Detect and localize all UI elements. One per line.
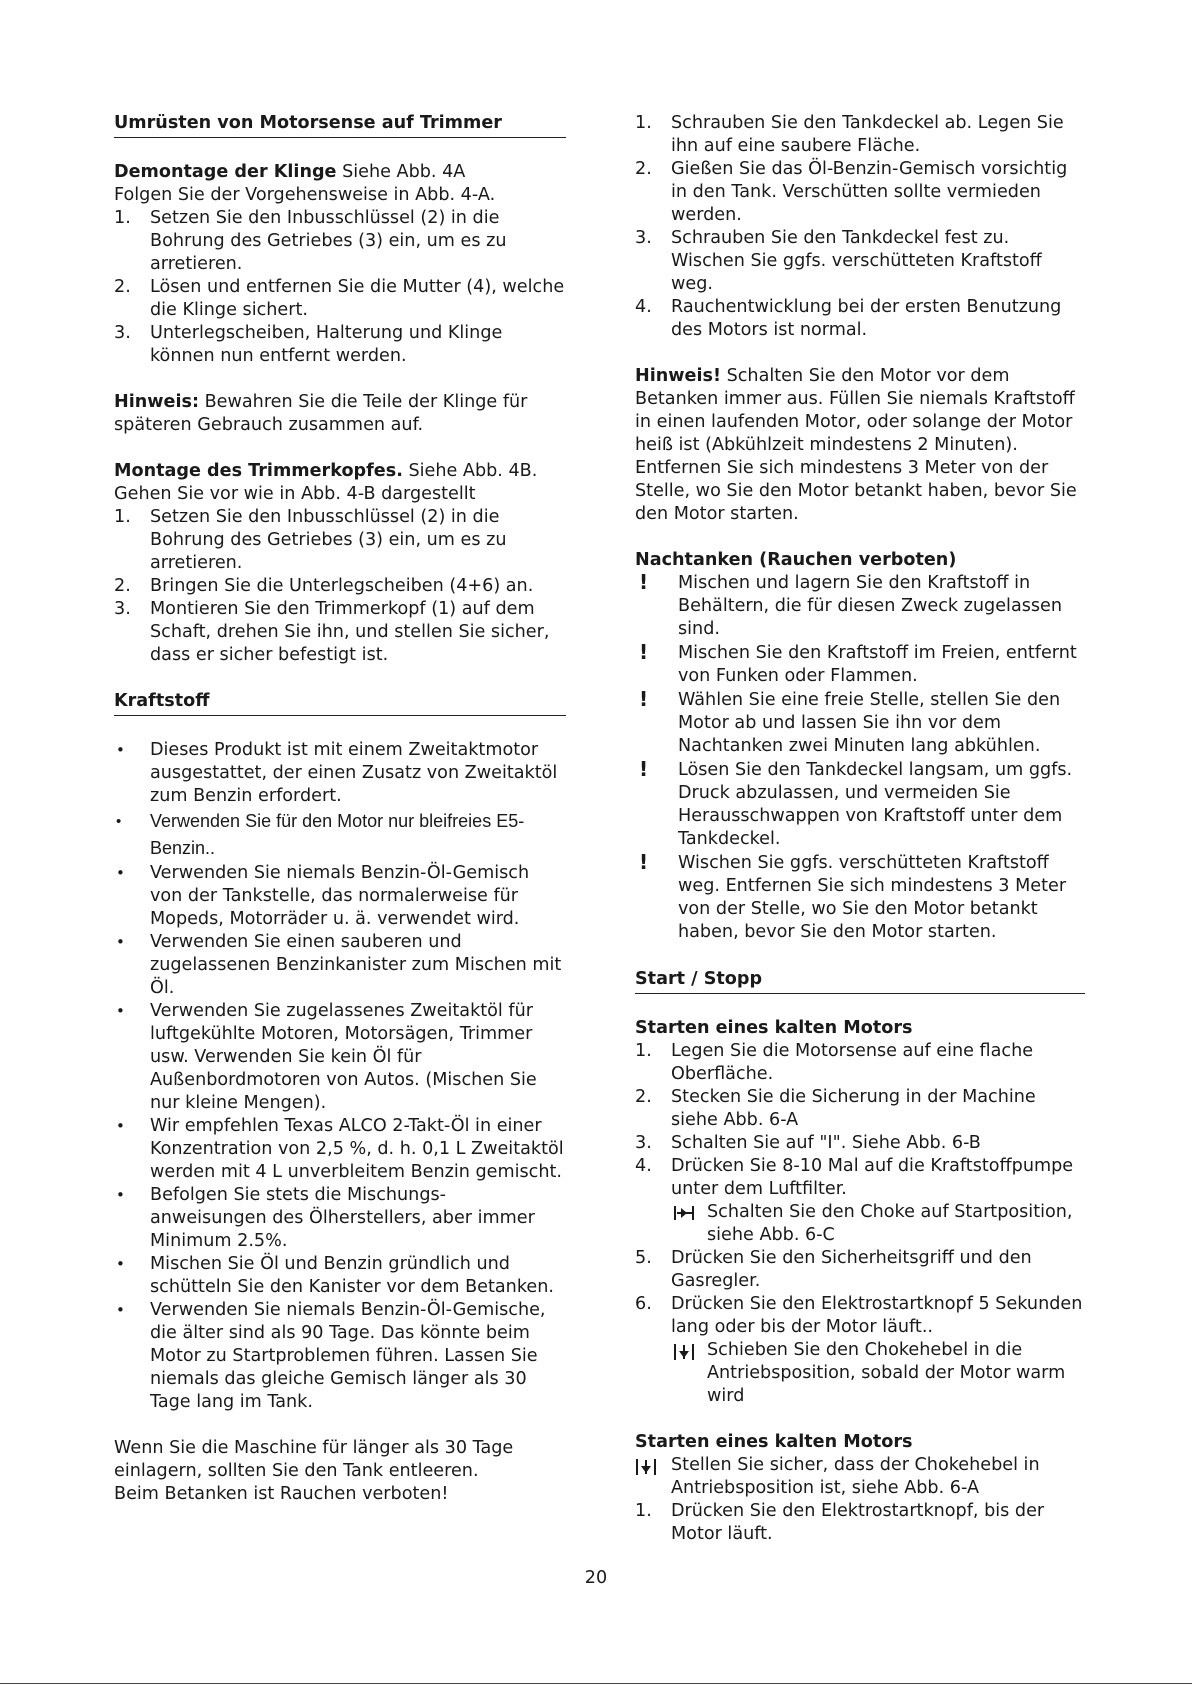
step-text: Rauchentwicklung bei der ersten Benutzung des Motors ist normal.	[671, 297, 1062, 340]
bullet-text: Mischen Sie Öl und Benzin gründlich und schütteln Sie den Kanister vor dem Betanken.	[150, 1254, 554, 1297]
hinweis-label: Hinweis!	[635, 366, 721, 386]
list-item	[114, 575, 566, 598]
kalt-start-2-steps	[635, 1500, 1085, 1546]
step-text: Gießen Sie das Öl-Benzin-Gemisch vorsichtig in den Tank. Verschütten sollte vermieden werden.	[671, 159, 1068, 225]
step-number: 1.	[635, 1501, 652, 1521]
choke-check-note	[635, 1454, 1085, 1500]
list-item	[635, 1040, 1085, 1086]
bullet-icon: •	[116, 1255, 125, 1273]
demontage-steps	[114, 207, 566, 368]
montage-title-line	[114, 460, 566, 483]
bullet-icon: •	[116, 813, 122, 830]
demontage-intro: Folgen Sie der Vorgehensweise in Abb. 4-A.	[114, 185, 496, 205]
montage-title: Montage des Trimmerkopfes.	[114, 461, 403, 481]
montage-intro: Gehen Sie vor wie in Abb. 4-B dargestellt	[114, 484, 476, 504]
list-item	[635, 112, 1085, 158]
step-number: 1.	[114, 507, 131, 527]
choke-run-text: Schieben Sie den Chokehebel in die Antriebsposition, sobald der Motor warm wird	[707, 1340, 1066, 1406]
list-item	[635, 1132, 1085, 1155]
bullet-text: Verwenden Sie niemals Benzin-Öl-Gemisch von der Tankstelle, das normalerweise für Mopeds, Motorräder u. ä. verwendet wird.	[150, 863, 530, 929]
footer-divider	[0, 1683, 1192, 1684]
step-number: 2.	[635, 1087, 652, 1107]
step-number: 4.	[635, 297, 652, 317]
list-item	[114, 862, 566, 931]
list-item	[635, 158, 1085, 227]
choke-run-note	[635, 1339, 1085, 1408]
list-item	[114, 808, 566, 862]
step-text: Schrauben Sie den Tankdeckel ab. Legen Sie ihn auf eine saubere Fläche.	[671, 113, 1064, 156]
step-text: Unterlegscheiben, Halterung und Klinge können nun entfernt werden.	[150, 323, 503, 366]
choke-run-icon	[635, 1458, 657, 1483]
closing-text-rauchen: Beim Betanken ist Rauchen verboten!	[114, 1484, 449, 1504]
bullet-text: Dieses Produkt ist mit einem Zweitaktmotor ausgestattet, der einen Zusatz von Zweitaktöl zum Benzin erfordert.	[150, 740, 558, 806]
list-item	[114, 322, 566, 368]
step-number: 1.	[635, 1041, 652, 1061]
step-text: Drücken Sie den Elektrostartknopf, bis der Motor läuft.	[671, 1501, 1045, 1544]
nachtanken-warnings	[635, 572, 1085, 944]
hinweis-betanken	[635, 365, 1085, 526]
step-text: Stecken Sie die Sicherung in der Machine siehe Abb. 6-A	[671, 1087, 1036, 1130]
bullet-text: Verwenden Sie niemals Benzin-Öl-Gemische, die älter sind als 90 Tage. Das könnte beim Motor zu Startproblemen führen. Lassen Sie niemals das gleiche Gemisch länger als 30 Tage lang im Tank.	[150, 1300, 546, 1412]
kraftstoff-bullets	[114, 739, 566, 1414]
section-heading-start-stopp: Start / Stopp	[635, 968, 1085, 994]
hinweis-text: Schalten Sie den Motor vor dem Betanken immer aus. Füllen Sie niemals Kraftstoff in einen laufenden Motor, oder solange der Motor heiß ist (Abkühlzeit mindestens 2 Minuten). Entfernen Sie sich mindestens 3 Meter von der Stelle, wo Sie den Motor betankt haben, bevor Sie den Motor starten.	[635, 366, 1077, 524]
montage-ref: Siehe Abb. 4B.	[402, 461, 538, 481]
choke-check-text: Stellen Sie sicher, dass der Chokehebel in Antriebsposition ist, siehe Abb. 6-A	[671, 1455, 1040, 1498]
warning-text: Mischen und lagern Sie den Kraftstoff in Behältern, die für diesen Zweck zugelassen sind.	[678, 573, 1063, 639]
step-number: 1.	[114, 208, 131, 228]
list-item	[114, 598, 566, 667]
bullet-icon: •	[116, 741, 125, 759]
warning-text: Mischen Sie den Kraftstoff im Freien, entfernt von Funken oder Flammen.	[678, 643, 1077, 686]
step-number: 6.	[635, 1294, 652, 1314]
bullet-icon: •	[116, 1301, 125, 1319]
kalt-start-steps-2	[635, 1247, 1085, 1339]
warning-text: Wählen Sie eine freie Stelle, stellen Sie den Motor ab und lassen Sie ihn vor dem Nachtanken zwei Minuten lang abkühlen.	[678, 690, 1061, 756]
right-column	[635, 112, 1085, 1546]
demontage-ref: Siehe Abb. 4A	[336, 162, 466, 182]
step-text: Drücken Sie den Elektrostartknopf 5 Sekunden lang oder bis der Motor läuft..	[671, 1294, 1083, 1337]
montage-steps	[114, 506, 566, 667]
list-item	[635, 1247, 1085, 1293]
list-item	[114, 1299, 566, 1414]
list-item	[635, 1155, 1085, 1201]
warning-icon: !	[639, 570, 649, 594]
step-number: 1.	[635, 113, 652, 133]
bullet-text: Befolgen Sie stets die Mischungs- anweisungen des Ölherstellers, aber immer Minimum 2.5%.	[150, 1185, 535, 1251]
step-text: Drücken Sie den Sicherheitsgriff und den Gasregler.	[671, 1248, 1032, 1291]
list-item	[635, 1086, 1085, 1132]
hinweis-text: Bewahren Sie die Teile der Klinge für späteren Gebrauch zusammen auf.	[114, 392, 528, 435]
list-item	[635, 1500, 1085, 1546]
step-text: Setzen Sie den Inbusschlüssel (2) in die Bohrung des Getriebes (3) ein, um es zu arretieren.	[150, 507, 507, 573]
step-text: Lösen und entfernen Sie die Mutter (4), welche die Klinge sichert.	[150, 277, 565, 320]
bullet-icon: •	[116, 1002, 125, 1020]
warning-icon: !	[639, 687, 649, 711]
list-item	[635, 852, 1085, 944]
list-item	[635, 572, 1085, 641]
kalt-start-title: Starten eines kalten Motors	[635, 1018, 913, 1038]
bullet-icon: •	[116, 864, 125, 882]
list-item	[635, 689, 1085, 758]
tank-steps	[635, 112, 1085, 342]
choke-start-note	[635, 1201, 1085, 1247]
step-text: Drücken Sie 8-10 Mal auf die Kraftstoffpumpe unter dem Luftfilter.	[671, 1156, 1074, 1199]
step-number: 2.	[114, 277, 131, 297]
list-item	[635, 1293, 1085, 1339]
section-heading-umruesten: Umrüsten von Motorsense auf Trimmer	[114, 112, 566, 138]
hinweis-klinge	[114, 391, 566, 437]
list-item	[114, 506, 566, 575]
step-number: 3.	[635, 1133, 652, 1153]
list-item	[114, 1000, 566, 1115]
step-text: Legen Sie die Motorsense auf eine flache Oberfläche.	[671, 1041, 1034, 1084]
list-item	[114, 1253, 566, 1299]
list-item	[114, 276, 566, 322]
kalt-start-steps	[635, 1040, 1085, 1201]
step-text: Montieren Sie den Trimmerkopf (1) auf dem Schaft, drehen Sie ihn, und stellen Sie sicher, dass er sicher befestigt ist.	[150, 599, 550, 665]
list-item	[114, 207, 566, 276]
demontage-title-line	[114, 161, 566, 184]
step-text: Schrauben Sie den Tankdeckel fest zu. Wischen Sie ggfs. verschütteten Kraftstoff weg.	[671, 228, 1042, 294]
step-text: Schalten Sie auf "I". Siehe Abb. 6-B	[671, 1133, 981, 1153]
demontage-title: Demontage der Klinge	[114, 162, 337, 182]
list-item	[635, 642, 1085, 688]
list-item	[114, 1184, 566, 1253]
hinweis-label: Hinweis:	[114, 392, 200, 412]
section-heading-kraftstoff: Kraftstoff	[114, 690, 566, 716]
left-column	[114, 112, 566, 1506]
bullet-icon: •	[116, 1186, 125, 1204]
nachtanken-title: Nachtanken (Rauchen verboten)	[635, 550, 957, 570]
step-number: 2.	[635, 159, 652, 179]
kalt-start-title-2: Starten eines kalten Motors	[635, 1432, 913, 1452]
step-text: Setzen Sie den Inbusschlüssel (2) in die Bohrung des Getriebes (3) ein, um es zu arretieren.	[150, 208, 507, 274]
bullet-icon: •	[116, 933, 125, 951]
bullet-text: Verwenden Sie einen sauberen und zugelassenen Benzinkanister zum Mischen mit Öl.	[150, 932, 562, 998]
step-number: 3.	[114, 599, 131, 619]
step-text: Bringen Sie die Unterlegscheiben (4+6) an.	[150, 576, 534, 596]
step-number: 5.	[635, 1248, 652, 1268]
choke-start-text: Schalten Sie den Choke auf Startposition, siehe Abb. 6-C	[707, 1202, 1073, 1245]
list-item	[635, 759, 1085, 851]
bullet-icon: •	[116, 1117, 125, 1135]
warning-icon: !	[639, 757, 649, 781]
step-number: 4.	[635, 1156, 652, 1176]
page-number: 20	[584, 1568, 608, 1588]
step-number: 3.	[635, 228, 652, 248]
closing-text-lagerung: Wenn Sie die Maschine für länger als 30 Tage einlagern, sollten Sie den Tank entleeren.	[114, 1438, 514, 1481]
list-item	[114, 1115, 566, 1184]
step-number: 2.	[114, 576, 131, 596]
list-item	[114, 739, 566, 808]
choke-run-icon	[673, 1343, 695, 1368]
warning-icon: !	[639, 850, 649, 874]
bullet-text: Verwenden Sie für den Motor nur bleifreies E5-Benzin..	[150, 811, 525, 858]
warning-text: Lösen Sie den Tankdeckel langsam, um ggfs. Druck abzulassen, und vermeiden Sie Herausschwappen von Kraftstoff unter dem Tankdeckel.	[678, 760, 1073, 849]
choke-start-icon	[673, 1205, 695, 1228]
list-item	[114, 931, 566, 1000]
step-number: 3.	[114, 323, 131, 343]
warning-icon: !	[639, 640, 649, 664]
bullet-text: Wir empfehlen Texas ALCO 2-Takt-Öl in einer Konzentration von 2,5 %, d. h. 0,1 L Zweitaktöl werden mit 4 L unverbleitem Benzin gemischt.	[150, 1116, 564, 1182]
list-item	[635, 227, 1085, 296]
warning-text: Wischen Sie ggfs. verschütteten Kraftstoff weg. Entfernen Sie sich mindestens 3 Meter von der Stelle, wo Sie den Motor betankt haben, bevor Sie den Motor starten.	[678, 853, 1067, 942]
list-item	[635, 296, 1085, 342]
bullet-text: Verwenden Sie zugelassenes Zweitaktöl für luftgekühlte Motoren, Motorsägen, Trimmer usw. Verwenden Sie kein Öl für Außenbordmotoren von Autos. (Mischen Sie nur kleine Mengen).	[150, 1001, 537, 1113]
